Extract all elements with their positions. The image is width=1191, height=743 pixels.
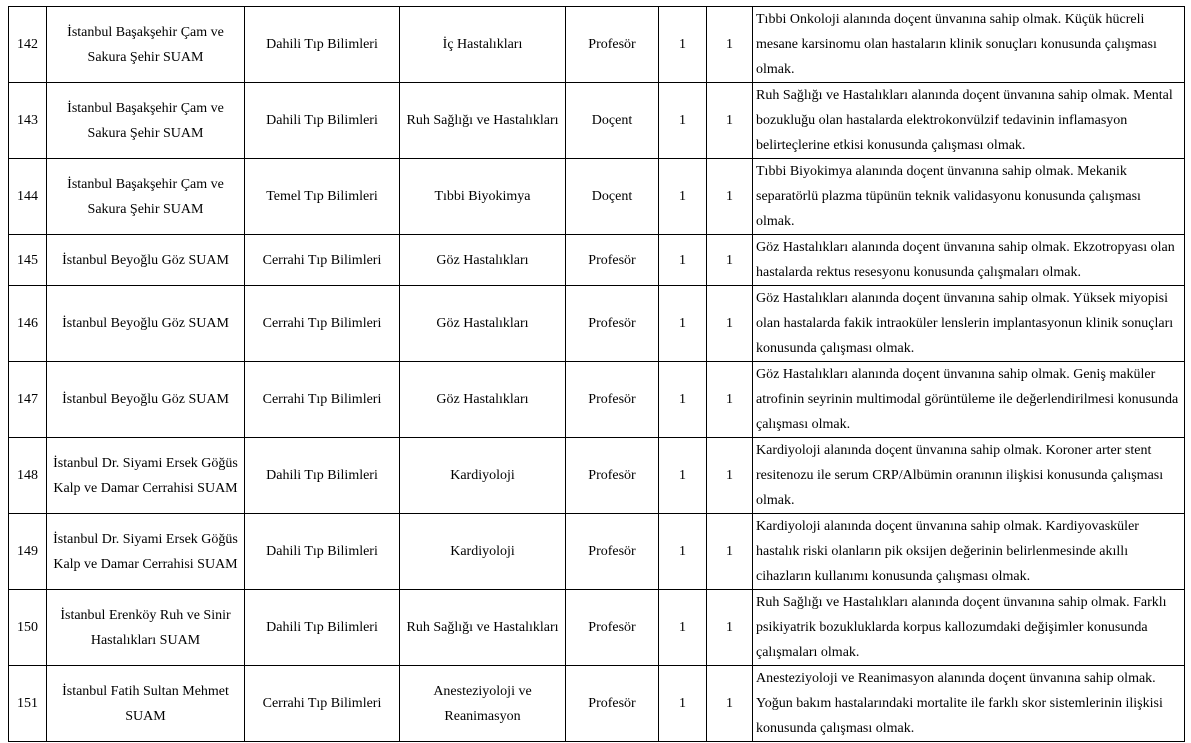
count-1: 1 bbox=[659, 666, 707, 742]
table-row bbox=[9, 590, 1185, 666]
count-2: 1 bbox=[707, 159, 753, 235]
row-number: 144 bbox=[9, 159, 47, 235]
specialty: Kardiyoloji bbox=[400, 514, 566, 590]
department: Dahili Tıp Bilimleri bbox=[245, 438, 400, 514]
count-2: 1 bbox=[707, 7, 753, 83]
academic-title: Profesör bbox=[566, 235, 659, 286]
hospital-name: İstanbul Dr. Siyami Ersek Göğüs Kalp ve Damar Cerrahisi SUAM bbox=[47, 514, 245, 590]
department: Cerrahi Tıp Bilimleri bbox=[245, 362, 400, 438]
row-number: 145 bbox=[9, 235, 47, 286]
staff-positions-table bbox=[8, 6, 1185, 742]
hospital-name: İstanbul Başakşehir Çam ve Sakura Şehir SUAM bbox=[47, 159, 245, 235]
specialty: Göz Hastalıkları bbox=[400, 286, 566, 362]
count-1: 1 bbox=[659, 7, 707, 83]
count-1: 1 bbox=[659, 438, 707, 514]
academic-title: Doçent bbox=[566, 159, 659, 235]
count-1: 1 bbox=[659, 159, 707, 235]
department: Dahili Tıp Bilimleri bbox=[245, 514, 400, 590]
hospital-name: İstanbul Başakşehir Çam ve Sakura Şehir SUAM bbox=[47, 83, 245, 159]
requirement: Göz Hastalıkları alanında doçent ünvanına sahip olmak. Ekzotropyası olan hastalarda rektus resesyonu konusunda çalışmaları olmak. bbox=[753, 235, 1185, 286]
count-1: 1 bbox=[659, 514, 707, 590]
count-2: 1 bbox=[707, 362, 753, 438]
row-number: 146 bbox=[9, 286, 47, 362]
requirement: Kardiyoloji alanında doçent ünvanına sahip olmak. Koroner arter stent resitenozu ile serum CRP/Albümin oranının ilişkisi konusunda çalışması olmak. bbox=[753, 438, 1185, 514]
requirement: Tıbbi Onkoloji alanında doçent ünvanına sahip olmak. Küçük hücreli mesane karsinomu olan hastaların klinik sonuçları konusunda çalışması olmak. bbox=[753, 7, 1185, 83]
count-1: 1 bbox=[659, 83, 707, 159]
academic-title: Doçent bbox=[566, 83, 659, 159]
department: Dahili Tıp Bilimleri bbox=[245, 83, 400, 159]
row-number: 143 bbox=[9, 83, 47, 159]
count-1: 1 bbox=[659, 590, 707, 666]
hospital-name: İstanbul Beyoğlu Göz SUAM bbox=[47, 235, 245, 286]
hospital-name: İstanbul Beyoğlu Göz SUAM bbox=[47, 362, 245, 438]
count-2: 1 bbox=[707, 235, 753, 286]
specialty: Göz Hastalıkları bbox=[400, 362, 566, 438]
department: Cerrahi Tıp Bilimleri bbox=[245, 666, 400, 742]
count-2: 1 bbox=[707, 514, 753, 590]
row-number: 142 bbox=[9, 7, 47, 83]
row-number: 147 bbox=[9, 362, 47, 438]
specialty: Göz Hastalıkları bbox=[400, 235, 566, 286]
row-number: 148 bbox=[9, 438, 47, 514]
table-row bbox=[9, 362, 1185, 438]
count-2: 1 bbox=[707, 83, 753, 159]
table-row bbox=[9, 7, 1185, 83]
table-row bbox=[9, 666, 1185, 742]
academic-title: Profesör bbox=[566, 590, 659, 666]
count-2: 1 bbox=[707, 590, 753, 666]
requirement: Ruh Sağlığı ve Hastalıkları alanında doçent ünvanına sahip olmak. Mental bozukluğu olan hastalarda elektrokonvülzif tedavinin inflamasyon belirteçlerine etkisi konusunda çalışması olmak. bbox=[753, 83, 1185, 159]
requirement: Göz Hastalıkları alanında doçent ünvanına sahip olmak. Yüksek miyopisi olan hastalarda fakik intraoküler lenslerin implantasyonun klinik sonuçları konusunda çalışması olmak. bbox=[753, 286, 1185, 362]
row-number: 149 bbox=[9, 514, 47, 590]
hospital-name: İstanbul Başakşehir Çam ve Sakura Şehir SUAM bbox=[47, 7, 245, 83]
table-row bbox=[9, 159, 1185, 235]
row-number: 151 bbox=[9, 666, 47, 742]
academic-title: Profesör bbox=[566, 7, 659, 83]
specialty: Anesteziyoloji ve Reanimasyon bbox=[400, 666, 566, 742]
department: Cerrahi Tıp Bilimleri bbox=[245, 235, 400, 286]
department: Dahili Tıp Bilimleri bbox=[245, 7, 400, 83]
hospital-name: İstanbul Dr. Siyami Ersek Göğüs Kalp ve Damar Cerrahisi SUAM bbox=[47, 438, 245, 514]
requirement: Anesteziyoloji ve Reanimasyon alanında doçent ünvanına sahip olmak. Yoğun bakım hastalarındaki mortalite ile farklı skor sistemlerinin ilişkisi konusunda çalışması olmak. bbox=[753, 666, 1185, 742]
table-row bbox=[9, 514, 1185, 590]
row-number: 150 bbox=[9, 590, 47, 666]
count-2: 1 bbox=[707, 666, 753, 742]
specialty: Ruh Sağlığı ve Hastalıkları bbox=[400, 83, 566, 159]
table-row bbox=[9, 235, 1185, 286]
table-body bbox=[9, 7, 1185, 742]
specialty: Tıbbi Biyokimya bbox=[400, 159, 566, 235]
academic-title: Profesör bbox=[566, 286, 659, 362]
table-row bbox=[9, 286, 1185, 362]
department: Dahili Tıp Bilimleri bbox=[245, 590, 400, 666]
academic-title: Profesör bbox=[566, 514, 659, 590]
count-2: 1 bbox=[707, 286, 753, 362]
requirement: Tıbbi Biyokimya alanında doçent ünvanına sahip olmak. Mekanik separatörlü plazma tüpünün teknik validasyonu konusunda çalışması olmak. bbox=[753, 159, 1185, 235]
specialty: Kardiyoloji bbox=[400, 438, 566, 514]
count-2: 1 bbox=[707, 438, 753, 514]
academic-title: Profesör bbox=[566, 362, 659, 438]
specialty: İç Hastalıkları bbox=[400, 7, 566, 83]
requirement: Göz Hastalıkları alanında doçent ünvanına sahip olmak. Geniş maküler atrofinin seyrinin multimodal görüntüleme ile değerlendirilmesi konusunda çalışması olmak. bbox=[753, 362, 1185, 438]
specialty: Ruh Sağlığı ve Hastalıkları bbox=[400, 590, 566, 666]
table-row bbox=[9, 438, 1185, 514]
count-1: 1 bbox=[659, 286, 707, 362]
hospital-name: İstanbul Erenköy Ruh ve Sinir Hastalıkları SUAM bbox=[47, 590, 245, 666]
department: Temel Tıp Bilimleri bbox=[245, 159, 400, 235]
department: Cerrahi Tıp Bilimleri bbox=[245, 286, 400, 362]
academic-title: Profesör bbox=[566, 666, 659, 742]
count-1: 1 bbox=[659, 235, 707, 286]
count-1: 1 bbox=[659, 362, 707, 438]
table-row bbox=[9, 83, 1185, 159]
requirement: Kardiyoloji alanında doçent ünvanına sahip olmak. Kardiyovasküler hastalık riski olanların pik oksijen değerinin belirlenmesinde akıllı cihazların kullanımı konusunda çalışması olmak. bbox=[753, 514, 1185, 590]
academic-title: Profesör bbox=[566, 438, 659, 514]
hospital-name: İstanbul Fatih Sultan Mehmet SUAM bbox=[47, 666, 245, 742]
requirement: Ruh Sağlığı ve Hastalıkları alanında doçent ünvanına sahip olmak. Farklı psikiyatrik bozukluklarda korpus kallozumdaki değişimler konusunda çalışmaları olmak. bbox=[753, 590, 1185, 666]
hospital-name: İstanbul Beyoğlu Göz SUAM bbox=[47, 286, 245, 362]
